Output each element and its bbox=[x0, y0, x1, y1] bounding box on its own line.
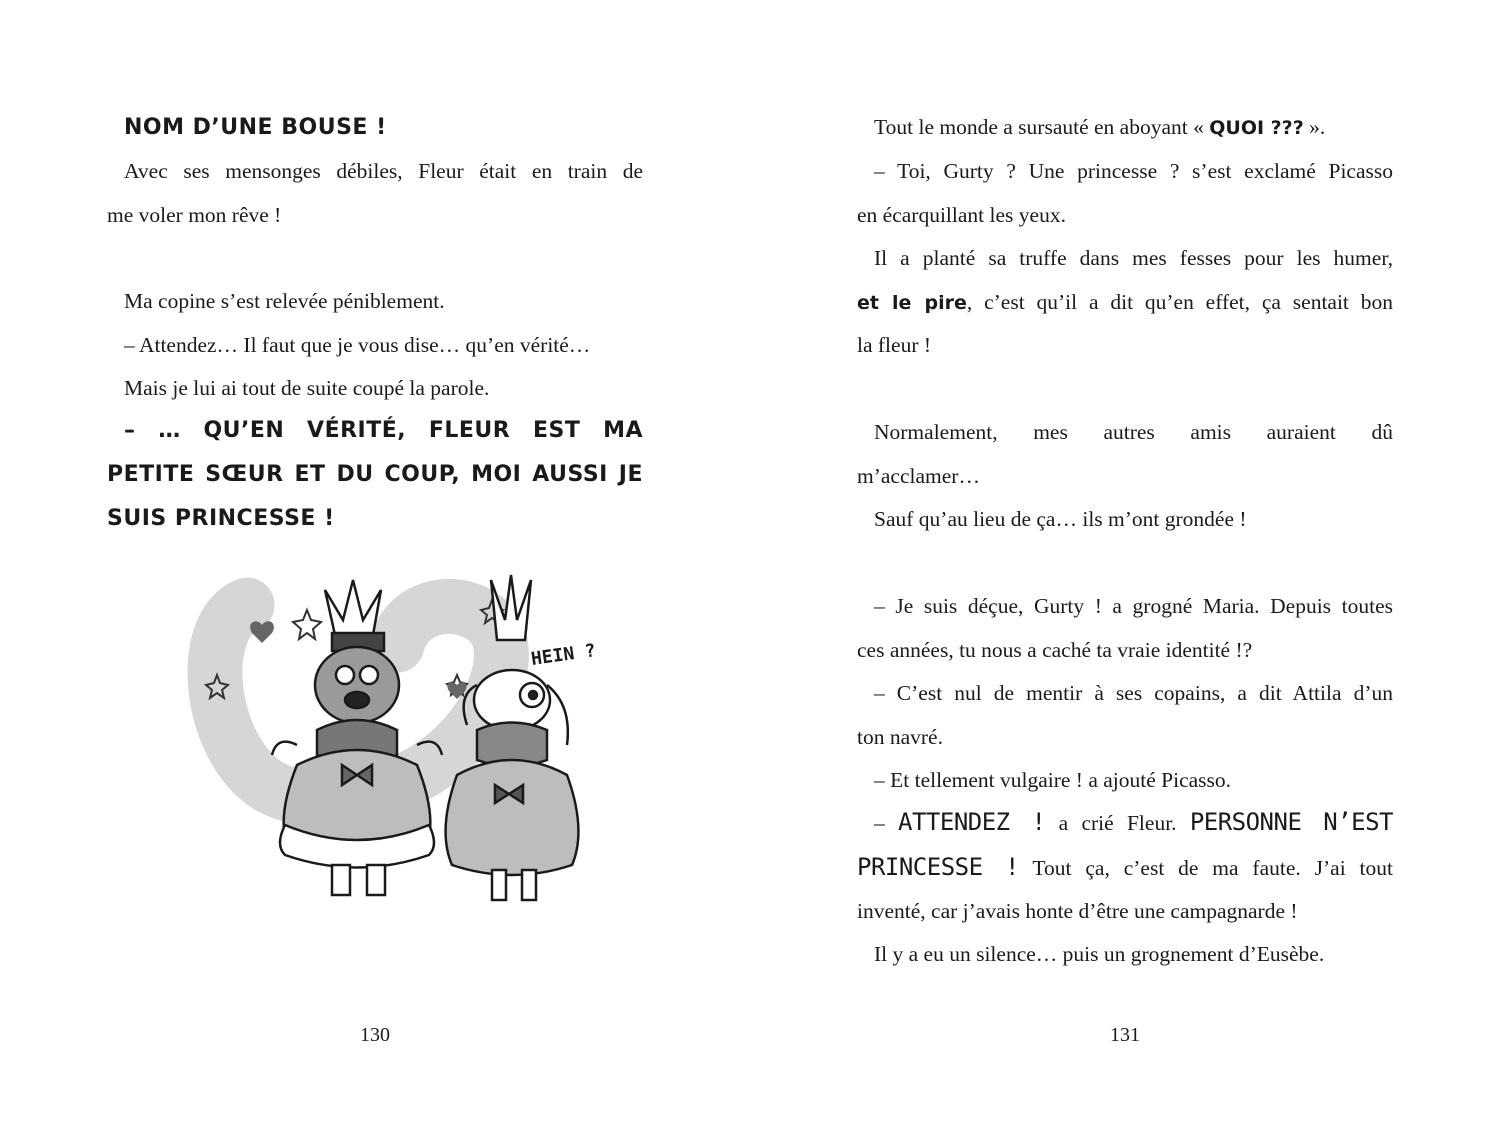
text-line: – ATTENDEZ ! a crié Fleur. PERSONNE N’EST bbox=[874, 808, 1393, 836]
text-line: la fleur ! bbox=[857, 333, 932, 357]
text-line: Normalement, mes autres amis auraient dû bbox=[874, 420, 1393, 444]
text-line: – C’est nul de mentir à ses copains, a dit Attila d’un bbox=[874, 681, 1393, 705]
page-number: 131 bbox=[1110, 1024, 1140, 1046]
shout-line: PETITE SŒUR ET DU COUP, MOI AUSSI JE bbox=[107, 462, 643, 487]
princess-dogs-illustration bbox=[157, 565, 627, 935]
text-line: Mais je lui ai tout de suite coupé la parole. bbox=[124, 376, 490, 400]
text-line: Il a planté sa truffe dans mes fesses pour les humer, bbox=[874, 246, 1393, 270]
speech-caption: HEIN ? bbox=[529, 640, 598, 670]
text-line: PRINCESSE ! Tout ça, c’est de ma faute. J’ai tout bbox=[857, 853, 1393, 881]
page-number: 130 bbox=[360, 1024, 390, 1046]
text-line: Il y a eu un silence… puis un grognement d’Eusèbe. bbox=[874, 942, 1325, 966]
text-line: Sauf qu’au lieu de ça… ils m’ont grondée ! bbox=[874, 507, 1247, 531]
text-line: et le pire, c’est qu’il a dit qu’en effet, ça sentait bon bbox=[857, 290, 1393, 314]
text-line: – Et tellement vulgaire ! a ajouté Picasso. bbox=[874, 768, 1232, 792]
text-line: ces années, tu nous a caché ta vraie identité !? bbox=[857, 638, 1253, 662]
text-line: m’acclamer… bbox=[857, 464, 980, 488]
exclamation-heading: NOM D’UNE BOUSE ! bbox=[124, 115, 387, 140]
text-line: en écarquillant les yeux. bbox=[857, 203, 1066, 227]
text-line: Ma copine s’est relevée péniblement. bbox=[124, 289, 445, 313]
text-line: inventé, car j’avais honte d’être une campagnarde ! bbox=[857, 899, 1298, 923]
text-line: – Toi, Gurty ? Une princesse ? s’est exclamé Picasso bbox=[874, 159, 1393, 183]
text-line: Tout le monde a sursauté en aboyant « QUOI ??? ». bbox=[874, 115, 1326, 139]
text-line: Avec ses mensonges débiles, Fleur était en train de bbox=[124, 159, 643, 183]
left-page bbox=[107, 0, 643, 1125]
text-line: – Attendez… Il faut que je vous dise… qu’en vérité… bbox=[124, 333, 591, 357]
text-line: ton navré. bbox=[857, 725, 943, 749]
text-line: – Je suis déçue, Gurty ! a grogné Maria. Depuis toutes bbox=[874, 594, 1393, 618]
text-line: me voler mon rêve ! bbox=[107, 203, 282, 227]
right-page bbox=[857, 0, 1393, 1125]
shout-line: – … QU’EN VÉRITÉ, FLEUR EST MA bbox=[124, 418, 643, 443]
shout-line: SUIS PRINCESSE ! bbox=[107, 506, 335, 531]
